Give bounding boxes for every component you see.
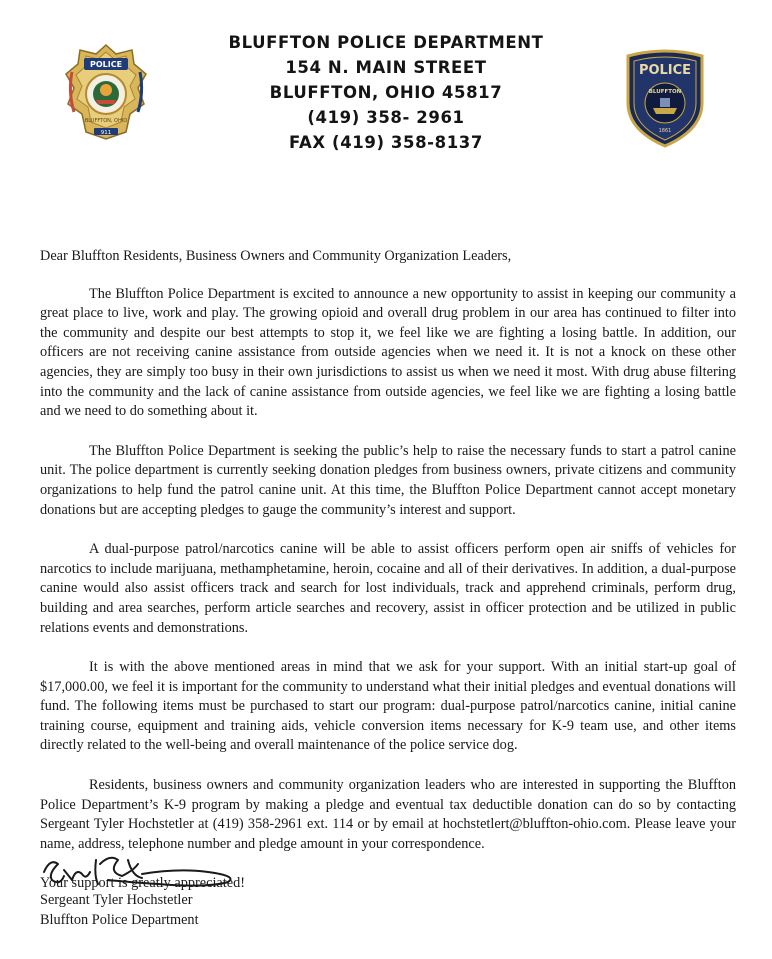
svg-text:POLICE: POLICE xyxy=(89,60,123,69)
city-state-zip: BLUFFTON, OHIO 45817 xyxy=(269,83,503,102)
signer-organization: Bluffton Police Department xyxy=(40,911,199,928)
paragraph-3: A dual-purpose patrol/narcotics canine will be able to assist officers perform open air sniffs of vehicles for narcotics to include marijuana, methamphetamine, heroin, cocaine and all of their derivatives. In addition, a dual-purpose canine would also assist officers track and search for lost individuals, track and apprehend criminals, perform drug, building and area searches, perform article searches and recovery, assist in officer protection and be utilized in public relations events and demonstrations. xyxy=(40,541,736,636)
svg-text:BLUFFTON: BLUFFTON xyxy=(648,89,682,95)
signature-block xyxy=(40,891,199,930)
svg-text:1861: 1861 xyxy=(658,128,672,134)
svg-text:POLICE: POLICE xyxy=(638,63,692,78)
paragraph-4: It is with the above mentioned areas in mind that we ask for your support. With an initial start-up goal of $17,000.00, we feel it is important for the community to understand what their initial pledges and eventual donations will fund. The following items must be purchased to start our program: dual-purpose patrol/narcotics canine, initial canine training course, equipment and training aids, vehicle conversion items necessary for K-9 team use, and other items directly related to the well-being and overall maintenance of the police service dog. xyxy=(40,659,736,754)
letter-body xyxy=(40,247,736,894)
paragraph-5: Residents, business owners and community organization leaders who are interested in supporting the Bluffton Police Department’s K-9 program by making a pledge and eventual tax deductible donation can do so by contacting Sergeant Tyler Hochstetler at (419) 358-2961 ext. 114 or by email at hochstetlert@bluffton-ohio.com. Please leave your name, address, telephone number and pledge amount in your correspondence. xyxy=(40,777,736,852)
department-name: BLUFFTON POLICE DEPARTMENT xyxy=(228,33,544,52)
paragraph-2: The Bluffton Police Department is seeking the public’s help to raise the necessary funds to start a patrol canine unit. The police department is currently seeking donation pledges from business owners, private citizens and community organizations to help fund the patrol canine unit. At this time, the Bluffton Police Department cannot accept monetary donations but are accepting pledges to gauge the community’s interest and support. xyxy=(40,442,736,518)
signer-name: Sergeant Tyler Hochstetler xyxy=(40,892,193,908)
svg-text:BLUFFTON, OHIO: BLUFFTON, OHIO xyxy=(84,118,128,124)
police-patch-icon xyxy=(624,48,706,148)
svg-text:911: 911 xyxy=(100,130,112,136)
salutation: Dear Bluffton Residents, Business Owners and Community Organization Leaders, xyxy=(40,248,512,264)
paragraph-1: The Bluffton Police Department is excited to announce a new opportunity to assist in keeping our community a great place to live, work and play. The growing opioid and overall drug problem in our area has continued to filter into the community and despite our best attempts to stop it, we feel like we are fighting a losing battle. In addition, our officers are not receiving canine assistance from outside agencies when we need it. It is not a knock on these other agencies, they are simply too busy in their own jurisdictions to assist us when we need it most. With drug abuse filtering into the community and the lack of canine assistance from outside agencies, we feel like we are fighting a losing battle and we need to do something about it. xyxy=(40,285,736,420)
handwritten-signature xyxy=(38,850,248,894)
fax-number: FAX (419) 358-8137 xyxy=(289,133,483,152)
street-address: 154 N. MAIN STREET xyxy=(285,58,487,77)
phone-number: (419) 358- 2961 xyxy=(307,108,465,127)
closing-line: Your support is greatly appreciated! xyxy=(40,875,246,892)
